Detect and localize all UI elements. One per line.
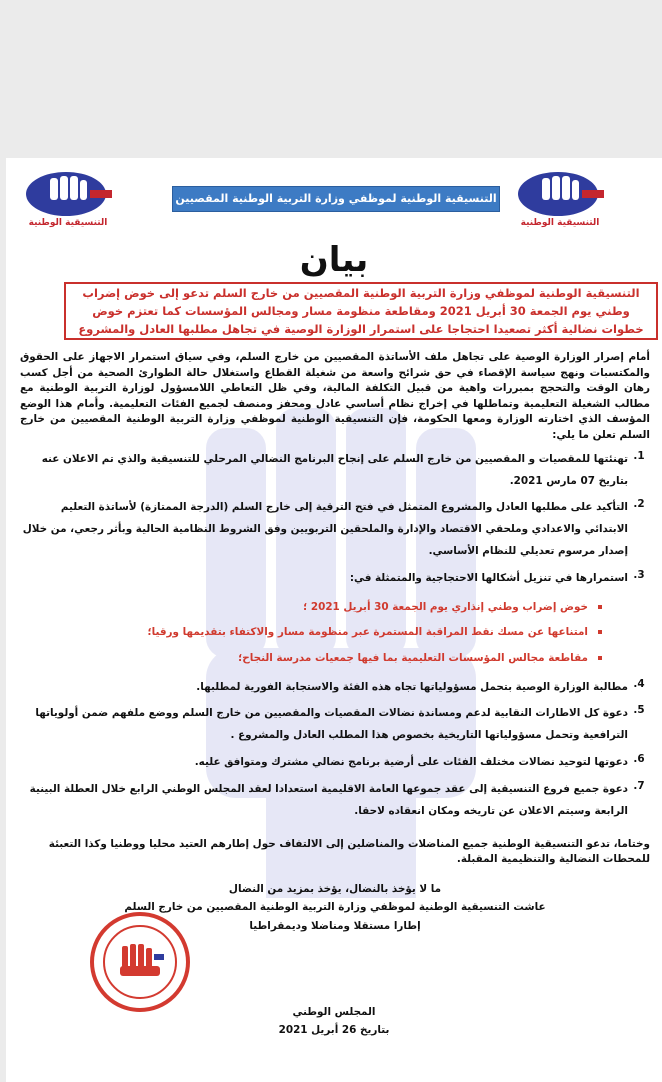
item-text: استمرارها في تنزيل أشكالها الاحتجاجية والمتمثلة في: [349,571,628,584]
fist-logo-icon [20,168,116,218]
item-number: 6. [633,753,645,766]
action-bullet: خوض إضراب وطني إنذاري يوم الجمعة 30 أبريل 2021 ؛ [20,600,602,616]
statement-title: بيان [299,240,369,280]
bullet-icon [598,630,602,634]
list-item [20,497,650,563]
logo-caption: التنسيقية الوطنية [28,218,108,228]
org-logo-right [512,168,608,238]
item-number: 2. [633,498,645,511]
official-stamp-icon [88,910,192,1014]
action-bullet: امتناعها عن مسك نقط المراقبة المستمرة عبر منظومة مسار والاكتفاء بتقديمها ورقيا؛ [20,625,602,641]
headline-line: خطوات نضالية أكثر تصعيدا احتجاجا على استمرار الوزارة الوصية في تجاهل مطلبها العادل والمشروع [78,322,644,336]
closing-paragraph: وختاما، تدعو التنسيقية الوطنية جميع المناضلات والمناضلين إلى الالتفاف حول إطارهم العتيد محليا ووطنيا وكذا التعبئة للمحطات النضالية والتنظيمية المقبلة. [48,837,650,866]
letterhead [6,168,662,242]
list-item [20,677,650,699]
item-text: دعوة كل الاطارات النقابية لدعم ومساندة نضالات المقصيات والمقصيين من خارج السلم ووضع ملفهم ضمن أولوياتها الترافعية وتحمل مسؤولياتها التاريخية بخصوص هذا المطلب العادل والمشروع . [35,707,628,742]
document-page [6,158,662,1082]
item-text: التأكيد على مطلبها العادل والمشروع المتمثل في فتح الترقية إلى خارج السلم (الدرجة الممتازة) لأساتذة التعليم الابتدائي والاعدادي وملحقي الاقتصاد والإدارة والملحقين التربويين وفق الشروط النظامية الحالية وبأثر رجعي، من خلال إصدار مرسوم تعديلي للنظام الأساسي. [22,501,628,558]
item-number: 7. [633,779,645,792]
signer: المجلس الوطني [292,1006,376,1018]
item-text: تهنئتها للمقصيات و المقصيين من خارج السلم على إنجاح البرنامج النضالي المرحلي للتنسيقية والذي تم الاعلان عنه بتاريخ 07 مارس 2021. [41,452,628,487]
item-number: 3. [633,568,645,581]
item-text: دعوتها لتوحيد نضالات مختلف الفئات على أرضية برنامج نضالي مشترك ومتوافق عليه. [194,756,628,769]
logo-caption: التنسيقية الوطنية [520,218,600,228]
action-bullet: مقاطعة مجالس المؤسسات التعليمية بما فيها جمعيات مدرسة النجاح؛ [20,651,602,667]
headline-line: التنسيقية الوطنية لموظفي وزارة التربية الوطنية المقصيين من خارج السلم تدعو إلى خوض إضراب [82,286,640,300]
org-logo-left [20,168,116,238]
headline-line: وطني يوم الجمعة 30 أبريل 2021 ومقاطعة منظومة مسار ومجالس المؤسسات كما تعتزم خوض [92,304,630,318]
list-item [20,568,650,590]
headline-box [64,282,658,340]
fist-logo-icon [512,168,608,218]
item-number: 1. [633,449,645,462]
list-item [20,449,650,493]
bullet-icon [598,605,602,609]
intro-paragraph: أمام إصرار الوزارة الوصية على تجاهل ملف الأساتذة المقصيين من خارج السلم، وفي سياق استمرار الاجهاز على الحقوق والمكتسبات ونهج سياسة الإقصاء في حق شرائح واسعة من شغيلة القطاع واستغلال حالة الطوارئ الصحية من أجل كسب رهان الوقت والتحجج بمبررات واهية من قبيل التكلفة المالية، وفي ظل التعاطي اللامسؤول لوزارة التربية الوطنية مع مطالب الشغيلة التعليمية وتماطلها في إخراج نظام أساسي عادل ومحفز ومنصف لجميع الفئات التعليمية. وأمام هذا الوضع المؤسف الذي اختارته الوزارة ومعها الحكومة، فإن التنسيقية الوطنية لموظفي وزارة التربية الوطنية المقصيين من خارج السلم تعلن ما يلي: [20,351,650,442]
list-item [20,752,650,774]
org-banner: التنسيقية الوطنية لموظفي وزارة التربية الوطنية المقصيين من خارج السلم [172,186,500,212]
list-item [20,703,650,747]
item-text: دعوة جميع فروع التنسيقية إلى عقد جموعها العامة الاقليمية استعدادا لعقد المجلس الوطني الرابع خلال العطلة البينية الرابعة وسيتم الاعلان عن تاريخه ومكان انعقاده لاحقا. [29,782,628,817]
action-list [20,600,650,667]
item-text: مطالبة الوزارة الوصية بتحمل مسؤولياتها تجاه هذه الفئة والاستجابة الفورية لمطلبها. [196,680,628,693]
slogan-line: إطارا مستقلا ومناضلا وديمقراطيا [249,920,421,933]
list-item [20,779,650,823]
statement-body [20,350,650,938]
date: بتاريخ 26 أبريل 2021 [278,1023,390,1036]
item-number: 4. [633,677,645,690]
bullet-icon [598,656,602,660]
slogan-line: عاشت التنسيقية الوطنية لموظفي وزارة التربية الوطنية المقصيين من خارج السلم [124,901,546,914]
slogan-line: ما لا يؤخذ بالنضال، يؤخذ بمزيد من النضال [228,882,442,895]
item-number: 5. [633,704,645,717]
signature-block [246,1004,422,1039]
